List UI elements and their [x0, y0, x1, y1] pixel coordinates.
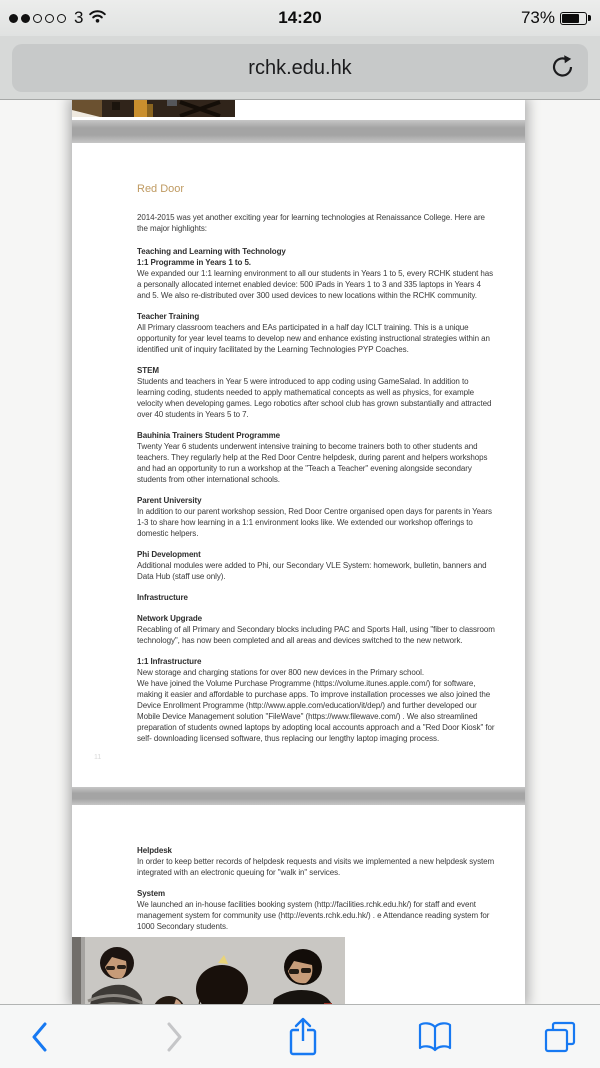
section-body: In addition to our parent workshop session, Red Door Centre organised open days for parents in Years 1-3 to share how learning in a 1:1 environment looks like. We extended our workshop offerings to domestic helpers. [137, 507, 492, 538]
section-body: We expanded our 1:1 learning environment to all our students in Years 1 to 5, every RCHK student has a personally allocated internet enabled device: 500 iPads in Years 1 to 3 and 335 laptops in Years 4 and 5. We also re-distributed over 300 used devices to new locations within the RCHK community. [137, 269, 494, 300]
section-stem [137, 365, 495, 420]
page-separator [72, 787, 525, 805]
section-heading: Infrastructure [137, 593, 188, 602]
carrier-label: 3 [74, 8, 84, 27]
section-heading: Teaching and Learning with Technology [137, 247, 286, 256]
section-heading: Parent University [137, 496, 202, 505]
section-body: Twenty Year 6 students underwent intensive training to become trainers both to other students and teachers. They regularly help at the Red Door Centre helpdesk, during parent and helpers workshops and had an opportunity to run a workshop at the "Teach a Teacher" evening alongside secondary students from other international schools. [137, 442, 488, 484]
section-helpdesk [137, 845, 495, 878]
signal-dot [33, 14, 42, 23]
section-heading: System [137, 889, 165, 898]
wifi-icon [88, 9, 107, 28]
url-text: rchk.edu.hk [248, 56, 352, 79]
share-button[interactable] [275, 1005, 331, 1068]
red-door-heading: Red Door [137, 183, 185, 195]
tabs-icon [543, 1020, 577, 1054]
reload-button[interactable] [548, 54, 578, 82]
document-pages-column [72, 100, 525, 1004]
section-body: All Primary classroom teachers and EAs participated in a half day ICLT training. This is a unique opportunity for year level teams to develop new and enhance existing instructional strategies within an identified unit of inquiry facilitated by the Learning Technologies PYP Coaches. [137, 323, 490, 354]
status-right-group [521, 8, 591, 28]
bookmarks-button[interactable] [407, 1005, 463, 1068]
battery-fill [562, 14, 579, 23]
page-separator [72, 120, 525, 143]
back-chevron-icon [31, 1022, 48, 1052]
reload-icon [550, 54, 576, 80]
section-body: Additional modules were added to Phi, our Secondary VLE System: homework, bulletin, banners and Data Hub (staff use only). [137, 561, 487, 581]
document-page-2 [72, 805, 525, 1004]
section-heading: Network Upgrade [137, 614, 203, 623]
section-body: We launched an in-house facilities booking system (http://facilities.rchk.edu.hk/) for staff and event management system for community use (http://events.rchk.edu.hk/) . e Attendance reading system for 1000 Secondary students. [137, 900, 490, 931]
section-teaching-learning [137, 246, 495, 301]
section-body: We have joined the Volume Purchase Programme (https://volume.itunes.apple.com/) for software, making it easier and affordable to purchase apps. To improve installation processes we also joined the Device Enrollment Programme (http://www.apple.com/education/it/dep/) and further developed our Mobile Device Management solution "FileWave" (https://www.filewave.com/) . We also streamlined preparation of students owned laptops by adopting local accounts approach and a "Red Door Kiosk" for self- downloading licensed software, thus replacing our lengthy laptop imaging process. [137, 679, 495, 743]
address-bar[interactable] [12, 44, 588, 92]
web-content-viewport[interactable] [0, 100, 600, 1004]
document-page-1 [72, 143, 525, 787]
section-subheading: 1:1 Programme in Years 1 to 5. [137, 258, 251, 267]
status-bar [0, 0, 600, 36]
document-page-previous [72, 100, 525, 120]
section-body: Recabling of all Primary and Secondary blocks including PAC and Sports Hall, using "fiber to classroom technology", has now been completed and all areas and devices switched to the new network. [137, 625, 495, 645]
section-11-infrastructure [137, 656, 495, 744]
section-system [137, 888, 495, 932]
forward-button[interactable] [146, 1005, 202, 1068]
safari-address-toolbar [0, 36, 600, 100]
section-teacher-training [137, 311, 495, 355]
signal-dots-icon [9, 14, 66, 23]
section-infrastructure [137, 592, 495, 603]
section-body: New storage and charging stations for over 800 new devices in the Primary school. [137, 668, 425, 677]
signal-dot [45, 14, 54, 23]
section-phi-development [137, 549, 495, 582]
signal-dot [57, 14, 66, 23]
students-photo [72, 937, 345, 1004]
safari-bottom-toolbar [0, 1004, 600, 1068]
section-body: In order to keep better records of helpdesk requests and visits we implemented a new helpdesk system integrated with an electronic queuing for "walk in" services. [137, 857, 495, 877]
section-network-upgrade [137, 613, 495, 646]
section-heading: Phi Development [137, 550, 201, 559]
tabs-button[interactable] [532, 1005, 588, 1068]
intro-paragraph: 2014-2015 was yet another exciting year for learning technologies at Renaissance College. Here are the major highlights: [137, 213, 485, 233]
section-bauhinia-trainers [137, 430, 495, 485]
forward-chevron-icon [166, 1022, 183, 1052]
previous-page-photo [72, 100, 235, 117]
clock: 14:20 [278, 8, 322, 27]
section-body: Students and teachers in Year 5 were introduced to app coding using GameSalad. In addition to learning coding, students needed to apply mathematical concepts as well as physics, for example velocity when developing games. Lego robotics after school club has grown substantially and attracted over 40 students in Years 5 to 7. [137, 377, 492, 419]
page-number: 11 [94, 754, 102, 761]
bookmarks-book-icon [417, 1021, 453, 1053]
section-heading: STEM [137, 366, 159, 375]
signal-dot [21, 14, 30, 23]
battery-icon [560, 12, 587, 25]
battery-nub [588, 15, 591, 21]
section-heading: Helpdesk [137, 846, 172, 855]
battery-percent-label: 73% [520, 8, 555, 27]
section-heading: Bauhinia Trainers Student Programme [137, 431, 281, 440]
back-button[interactable] [11, 1005, 67, 1068]
share-icon [286, 1016, 320, 1058]
section-parent-university [137, 495, 495, 539]
signal-dot [9, 14, 18, 23]
section-heading: Teacher Training [137, 312, 200, 321]
status-left-group [9, 8, 107, 28]
section-heading: 1:1 Infrastructure [137, 657, 202, 666]
